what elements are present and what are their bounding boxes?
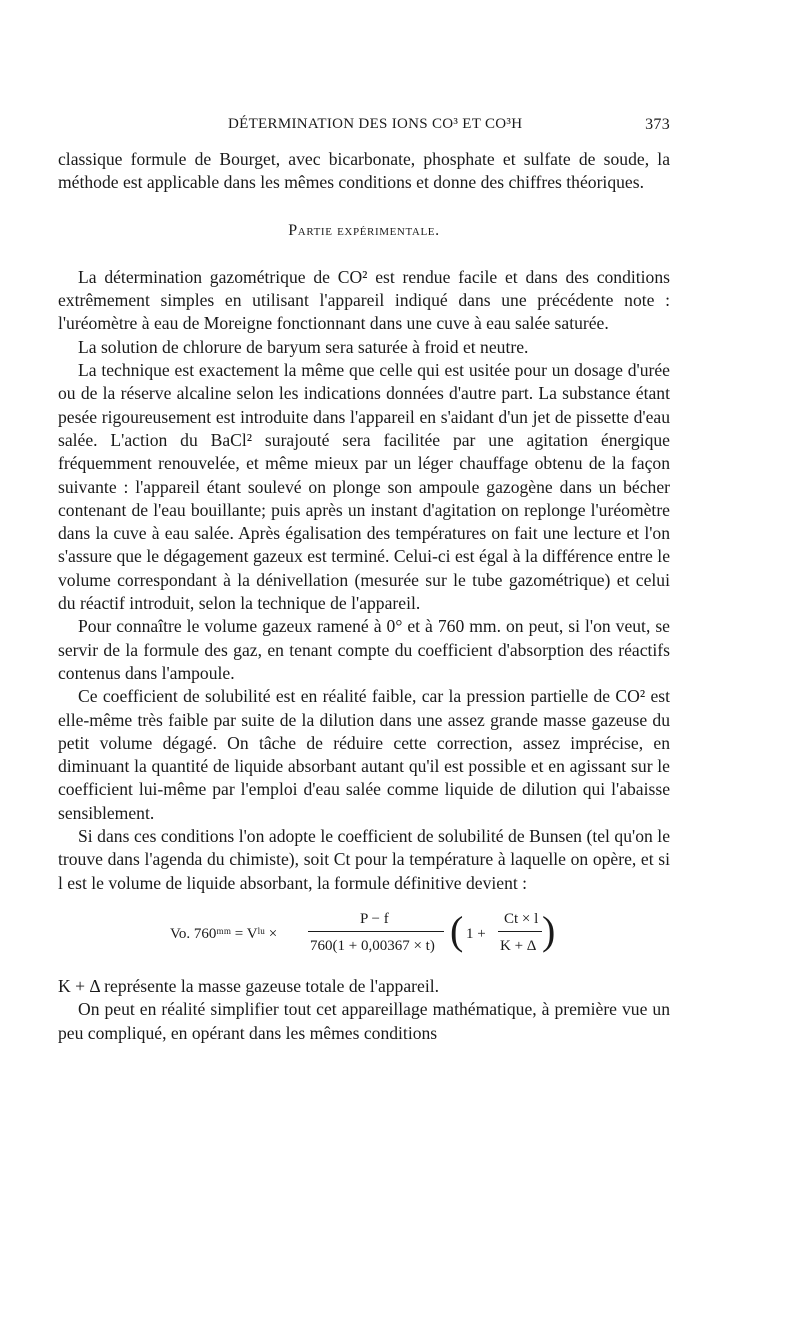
paragraph: La détermination gazométrique de CO² est rendue facile et dans des conditions extrêmement simples en utilisant l'appareil indiqué dans une précédente note : l'uréomètre à eau de Moreigne fonctionnant dans une cuve à eau salée saturée. <box>58 266 670 334</box>
running-header <box>58 116 670 138</box>
formula-numerator: P − f <box>360 910 389 927</box>
formula-lhs: Vo. 760ᵐᵐ = Vˡᵘ × <box>170 925 278 942</box>
fraction-bar <box>308 931 444 932</box>
formula-frac2-denominator: K + Δ <box>500 937 537 954</box>
running-title: DÉTERMINATION DES IONS CO³ ET CO³H <box>228 116 523 132</box>
formula <box>58 905 670 963</box>
formula-frac2-numerator: Ct × l <box>504 910 539 927</box>
paragraph: K + Δ représente la masse gazeuse totale de l'appareil. <box>58 975 440 996</box>
page-number: 373 <box>645 116 670 133</box>
section-title: Partie expérimentale. <box>288 221 440 239</box>
paragraph: Si dans ces conditions l'on adopte le coefficient de solubilité de Bunsen (tel qu'on le trouve dans l'agenda du chimiste), soit Ct pour la température à laquelle on opère, et si l est le volume de liquide absorbant, la formule définitive devient : <box>58 826 670 893</box>
paragraph: La technique est exactement la même que celle qui est usitée pour un dosage d'urée ou de la réserve alcaline selon les indications données d'autre part. La substance étant pesée rigoureusement est introduite dans l'appareil en s'aidant d'un jet de pissette d'eau salée. L'action du BaCl² surajouté sera facilitée par une agitation énergique fréquemment renouvelée, et même mieux par un léger chauffage obtenu de la façon suivante : l'appareil étant soulevé on plonge son ampoule gazogène dans un bécher contenant de l'eau bouillante; puis après un instant d'agitation on replonge l'uréomètre dans la cuve à eau salée. Après égalisation des températures on fait une lecture et l'on s'assure que le dégagement gazeux est terminé. Celui-ci est égal à la différence entre le volume correspondant à la dénivellation (mesurée sur le tube gazométrique) et celui du réactif introduit, selon la technique de l'appareil. <box>58 360 670 614</box>
paragraph: Ce coefficient de solubilité est en réalité faible, car la pression partielle de CO² est elle-même très faible par suite de la dilution dans une assez grande masse gazeuse du petit volume dégagé. On tâche de réduire cette correction, assez imprécise, en diminuant la quantité de liquide absorbant autant qu'il est possible et en agissant sur le coefficient lui-même par l'emploi d'eau salée comme liquide de dilution qui l'abaisse sensiblement. <box>58 686 670 823</box>
formula-denominator: 760(1 + 0,00367 × t) <box>310 937 435 954</box>
body-text <box>58 148 670 1045</box>
fraction-bar-2 <box>498 931 542 932</box>
right-parenthesis: ) <box>542 907 556 953</box>
paragraph: Pour connaître le volume gazeux ramené à 0° et à 760 mm. on peut, si l'on veut, se servir de la formule des gaz, en tenant compte du coefficient d'absorption des réactifs contenus dans l'ampoule. <box>58 616 670 683</box>
formula-one-plus: 1 + <box>466 925 486 942</box>
paragraph: On peut en réalité simplifier tout cet appareillage mathématique, à première vue un peu compliqué, en opérant dans les mêmes conditions <box>58 999 670 1043</box>
left-parenthesis: ( <box>450 907 464 953</box>
paragraph-continuation: classique formule de Bourget, avec bicarbonate, phosphate et sulfate de soude, la méthode est applicable dans les mêmes conditions et donne des chiffres théoriques. <box>58 149 670 193</box>
paragraph: La solution de chlorure de baryum sera saturée à froid et neutre. <box>78 336 529 357</box>
